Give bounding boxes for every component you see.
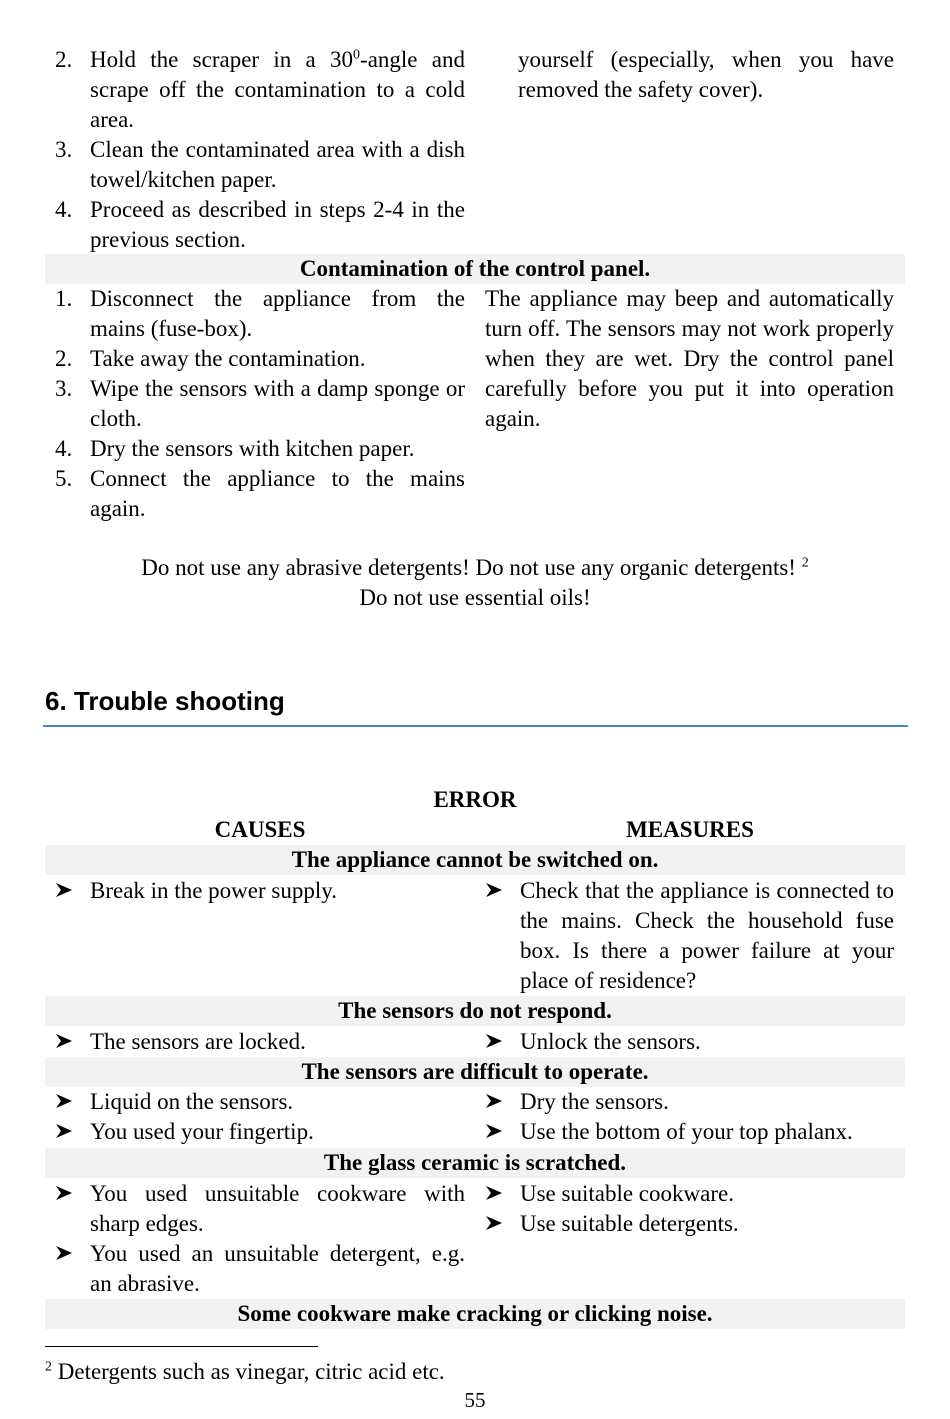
page-number: 55 [464,1388,486,1412]
error-measures [475,1087,905,1147]
list-item: 3. Wipe the sensors with a damp sponge or cloth. [55,376,465,431]
arrowhead-bullet-icon [485,1027,503,1057]
footnote-marker: 2 [45,1359,52,1375]
arrowhead-bullet-icon [485,1087,503,1117]
cause-item: You used an unsuitable detergent, e.g. an abrasive. [45,1239,465,1299]
cause-item: Break in the power supply. [45,876,465,906]
error-title: Some cookware make cracking or clicking noise. [45,1299,905,1329]
section-title: 6. Trouble shooting [45,686,285,716]
step-number: 3. [55,376,73,401]
causes-header: CAUSES [214,817,306,842]
step-number: 2. [55,346,73,371]
footnote-reference: 2 [801,555,809,571]
top-left-steps [45,45,465,255]
step-number: 2. [55,47,73,72]
list-item: 1. Disconnect the appliance from the mains (fuse-box). [55,286,465,341]
arrowhead-bullet-icon [55,1239,73,1269]
step-number: 5. [55,466,73,491]
cause-item: The sensors are locked. [45,1027,465,1057]
step-number: 4. [55,197,73,222]
control-panel-note: The appliance may beep and automatically turn off. The sensors may not work properly when they are wet. Dry the control panel carefully before you put it into operation again. [485,286,894,431]
measure-item: Unlock the sensors. [475,1027,894,1057]
list-item: 5. Connect the appliance to the mains again. [55,466,465,521]
error-causes [45,1179,465,1299]
error-causes [45,1027,465,1057]
arrowhead-bullet-icon [485,1209,503,1239]
step-number: 1. [55,286,73,311]
list-item: 2. Take away the contamination. [45,344,465,374]
arrowhead-bullet-icon [485,876,503,906]
measure-item: Check that the appliance is connected to the mains. Check the household fuse box. Is there a power failure at your place of residence? [475,876,894,996]
measure-item: Use suitable detergents. [475,1209,894,1239]
measure-item: Use suitable cookware. [475,1179,894,1209]
control-panel-heading: Contamination of the control panel. [45,254,905,284]
list-item: 4. Dry the sensors with kitchen paper. [45,434,465,464]
error-title: The appliance cannot be switched on. [45,845,905,875]
list-item: 2. Hold the scraper in a $30^0$-angle and scrape off the contamination to a cold area. [55,47,465,132]
footnote: $^2$ Detergents such as vinegar, citric acid etc. [45,1359,445,1384]
arrowhead-bullet-icon [485,1179,503,1209]
control-panel-steps [45,284,465,524]
error-title: The sensors are difficult to operate. [45,1057,905,1087]
cause-item: You used your fingertip. [45,1117,465,1147]
arrowhead-bullet-icon [55,876,73,906]
error-title: The glass ceramic is scratched. [45,1148,905,1178]
measure-item: Dry the sensors. [475,1087,905,1117]
error-causes [45,876,465,906]
arrowhead-bullet-icon [55,1179,73,1209]
error-causes [45,1087,465,1147]
error-title: The sensors do not respond. [45,996,905,1026]
step-number: 3. [55,137,73,162]
step-number: 4. [55,436,73,461]
error-measures [475,1027,894,1057]
detergent-warning: Do not use any abrasive detergents! Do not use any organic detergents! $^2$ Do not use essential oils! [141,555,809,610]
measures-header: MEASURES [626,817,754,842]
arrowhead-bullet-icon [485,1117,503,1147]
list-item: 3. Clean the contaminated area with a dish towel/kitchen paper. [55,137,465,192]
section-divider [43,725,908,727]
top-right-text: yourself (especially, when you have removed the safety cover). [518,47,894,102]
error-measures [475,876,894,996]
arrowhead-bullet-icon [55,1087,73,1117]
measure-item: Use the bottom of your top phalanx. [475,1117,905,1147]
error-measures [475,1179,894,1239]
error-header: ERROR [433,787,517,812]
arrowhead-bullet-icon [55,1027,73,1057]
arrowhead-bullet-icon [55,1117,73,1147]
cause-item: You used unsuitable cookware with sharp edges. [45,1179,465,1239]
list-item: 4. Proceed as described in steps 2-4 in the previous section. [55,197,465,252]
cause-item: Liquid on the sensors. [45,1087,465,1117]
footnote-rule [45,1346,318,1347]
